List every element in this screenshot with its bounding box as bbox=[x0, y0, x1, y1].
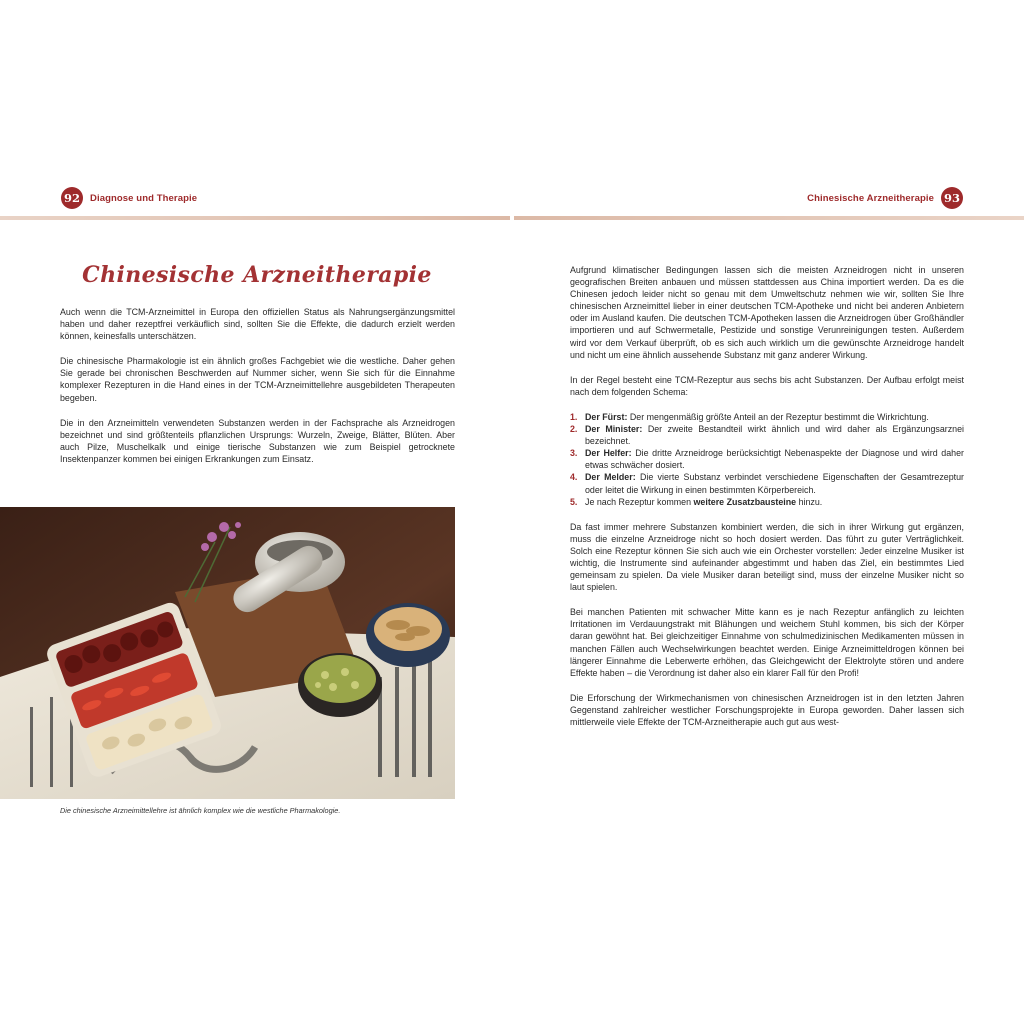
left-page-number: 92 bbox=[61, 187, 83, 209]
list-number: 5. bbox=[570, 496, 578, 507]
left-header-title: Diagnose und Therapie bbox=[90, 192, 198, 204]
list-term: weitere Zusatzbausteine bbox=[693, 496, 797, 507]
list-text: Der zweite Bestandteil wirkt ähnlich und wird daher als Ergänzungsarznei bezeichnet. bbox=[585, 424, 964, 447]
left-header-rule bbox=[0, 216, 510, 220]
list-term: Der Minister: bbox=[585, 424, 643, 435]
paragraph: Da fast immer mehrere Substanzen kombiniert werden, die sich in ihrer Wirkung gut ergänzen, muss die einzelne Arzneidroge nicht so hoch dosiert werden. Das führt zu guter Verträglichkeit. Solch eine Rezeptur können Sie sich auch wie ein Orchester vorstellen: Jeder einzelne Musiker ist wichtig, die Instrumente sind aufeinander abgestimmt und haben das Ziel, ein bestimmtes Lied gemeinsam zu spielen. Da viele Musiker daran beteiligt sind, muss der einzelne Musiker nicht so laut spielen. bbox=[570, 521, 964, 593]
page-title: Chinesische Arzneitherapie bbox=[82, 262, 432, 288]
paragraph: In der Regel besteht eine TCM-Rezeptur aus sechs bis acht Substanzen. Der Aufbau erfolgt meist nach dem folgenden Schema: bbox=[570, 374, 964, 397]
list-text: hinzu. bbox=[796, 496, 823, 507]
left-page-header bbox=[61, 186, 197, 210]
list-item bbox=[570, 423, 964, 447]
list-text: Die vierte Substanz verbindet verschiedene Eigenschaften der Gesamtrezeptur oder leitet die Wirkung in einen bestimmten Körperbereich. bbox=[585, 472, 964, 495]
paragraph: Auch wenn die TCM-Arzneimittel in Europa den offiziellen Status als Nahrungsergänzungsmittel haben und daher rezeptfrei verkäuflich sind, sollten Sie die Effekte, die dadurch erzielt werden können, keinesfalls unterschätzen. bbox=[60, 307, 455, 342]
list-term: Der Melder: bbox=[585, 472, 636, 483]
list-number: 2. bbox=[570, 424, 578, 435]
list-number: 4. bbox=[570, 472, 578, 483]
list-number: 1. bbox=[570, 411, 578, 422]
list-text: Je nach Rezeptur kommen bbox=[585, 496, 694, 507]
right-header-rule bbox=[514, 216, 1024, 220]
list-item bbox=[570, 471, 964, 495]
recipe-schema-list bbox=[570, 411, 964, 508]
right-page-header bbox=[807, 186, 963, 210]
list-item bbox=[570, 411, 964, 423]
list-text: Der mengenmäßig größte Anteil an der Rezeptur bestimmt die Wirkrichtung. bbox=[627, 411, 929, 422]
paragraph: Die Erforschung der Wirkmechanismen von chinesischen Arzneidrogen ist in den letzten Jahren Gegenstand zahlreicher westlicher Forschungsprojekte in Europa geworden. Daher lassen sich mittlerweile viele Effekte der TCM-Arzneitherapie auch gut aus west- bbox=[570, 692, 964, 727]
list-term: Der Fürst: bbox=[585, 411, 628, 422]
list-text: Die dritte Arzneidroge berücksichtigt Nebenaspekte der Diagnose und wird daher etwas schwächer dosiert. bbox=[585, 448, 964, 471]
list-item bbox=[570, 447, 964, 471]
list-item bbox=[570, 496, 964, 508]
paragraph: Die in den Arzneimitteln verwendeten Substanzen werden in der Fachsprache als Arzneidrogen bezeichnet und sind größtenteils pflanzlichen Ursprungs: Wurzeln, Zweige, Blätter, Blüten. Aber auch Pilze, Muschelkalk und einige tierische Substanzen wie zum Beispiel getrocknete Insektenpanzer kommen bei einigen Erkrankungen zum Einsatz. bbox=[60, 417, 455, 464]
herbal-medicine-photo bbox=[0, 507, 455, 799]
right-header-title: Chinesische Arzneitherapie bbox=[807, 192, 934, 204]
paragraph: Die chinesische Pharmakologie ist ein ähnlich großes Fachgebiet wie die westliche. Daher gehen Sie gerade bei chronischen Beschwerden auf Nummer sicher, wenn Sie sich für die Einnahme komplexer Rezepturen in die Hand eines in der TCM-Arzneimittellehre ausgebildeten Therapeuten begeben. bbox=[60, 356, 455, 403]
right-page-number: 93 bbox=[941, 187, 963, 209]
paragraph: Bei manchen Patienten mit schwacher Mitte kann es je nach Rezeptur anfänglich zu leichten Irritationen im Verdauungstrakt mit Blähungen und weichem Stuhl kommen, bis sich der Körper daran gewöhnt hat. Bei gleichzeitiger Einnahme von schulmedizinischen Medikamenten müssen in manchen Fällen auch Wechselwirkungen beachtet werden. Einige Arzneimitteldrogen können bei längerer Einnahme die Leberwerte erhöhen, das Gleichgewicht der Elektrolyte stören und andere Effekte haben – die Verordnung ist daher also ein klarer Fall für den Profi! bbox=[570, 607, 964, 678]
right-body-text bbox=[570, 264, 964, 741]
left-body-text bbox=[60, 306, 455, 478]
image-caption: Die chinesische Arzneimittellehre ist ähnlich komplex wie die westliche Pharmakologie. bbox=[60, 806, 341, 815]
list-term: Der Helfer: bbox=[585, 448, 632, 459]
list-number: 3. bbox=[570, 448, 578, 459]
paragraph: Aufgrund klimatischer Bedingungen lassen sich die meisten Arzneidrogen nicht in unseren geografischen Breiten anbauen und müssen stattdessen aus China importiert werden. Da es die Chinesen jedoch leider nicht so genau mit dem Umweltschutz nehmen wie wir, sollten Sie Ihre chinesischen Arzneimittel lieber in einer deutschen TCM-Apotheke und nicht bei anderen Anbietern oder im Ausland kaufen. Die deutschen TCM-Apotheken lassen die Arzneidrogen über Großhändler importieren und auf Schwermetalle, Pestizide und sonstige Verunreinigungen testen. Außerdem wird vor dem Verkauf überprüft, ob es sich auch wirklich um die gewünschte Arzneidroge handelt und nicht um eine ähnlich aussehende Substanz mit ganz anderer Wirkung. bbox=[570, 265, 964, 360]
